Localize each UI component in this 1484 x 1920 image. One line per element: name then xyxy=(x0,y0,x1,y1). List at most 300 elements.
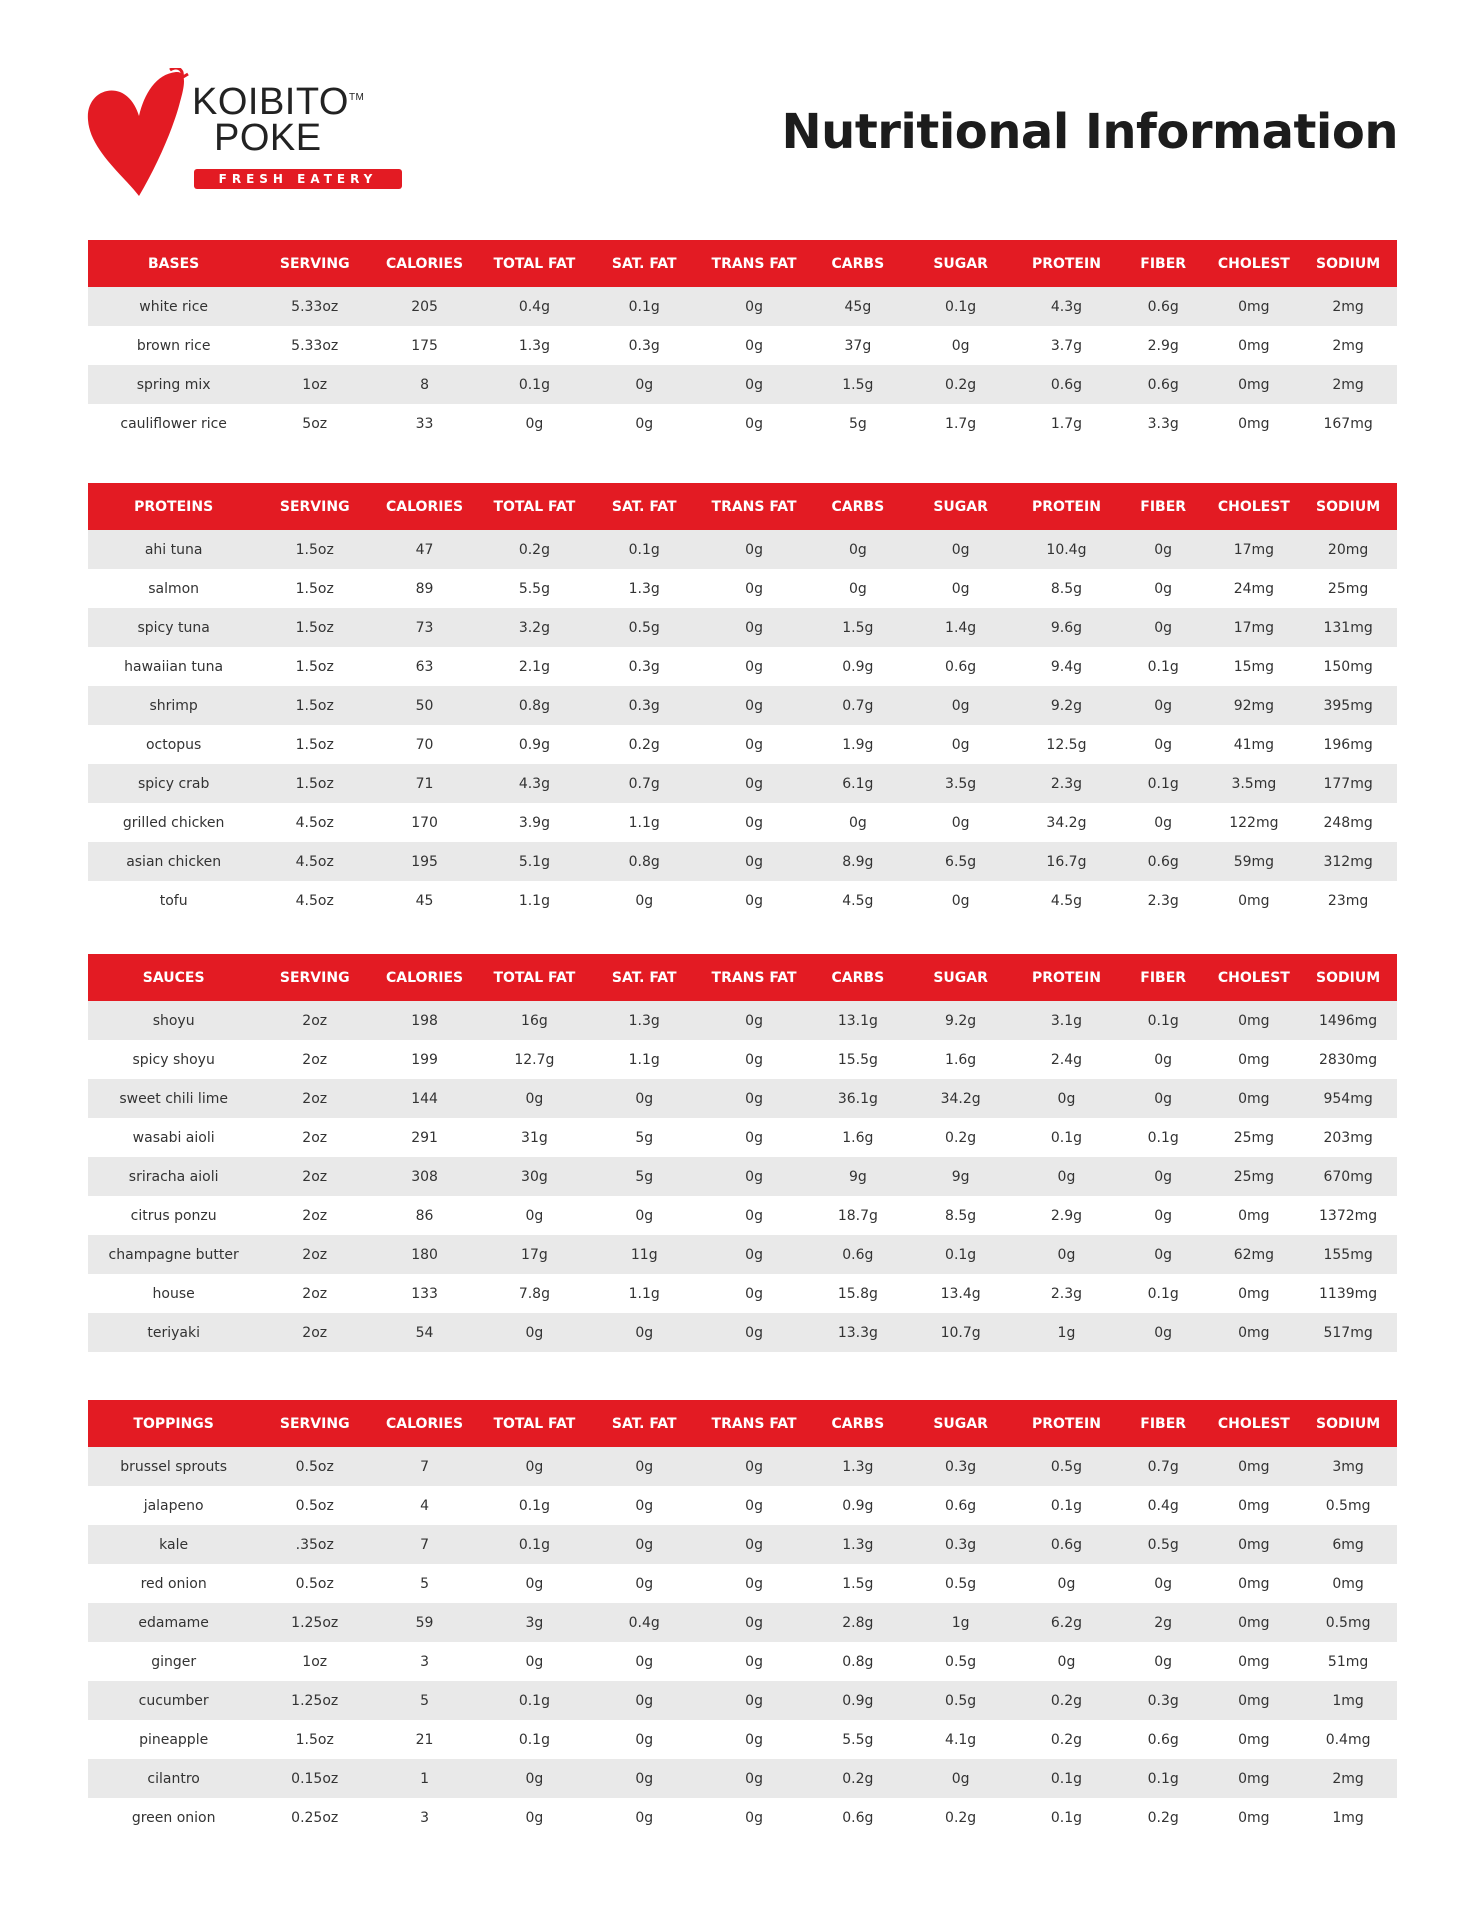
column-header: CALORIES xyxy=(370,240,479,287)
nutrient-value: 2oz xyxy=(259,1235,370,1274)
table-header-row xyxy=(88,1400,1397,1447)
nutrient-value: 0.7g xyxy=(1118,1447,1209,1486)
nutrient-value: 0g xyxy=(699,881,810,920)
item-name: brown rice xyxy=(88,326,259,365)
nutrient-value: 0g xyxy=(699,1001,810,1040)
brand-logo xyxy=(84,68,424,200)
nutrient-value: 0g xyxy=(699,1079,810,1118)
nutrient-value: 0g xyxy=(906,326,1015,365)
nutrient-value: 0.5g xyxy=(906,1642,1015,1681)
nutrient-value: 0g xyxy=(1118,686,1209,725)
nutrient-value: 12.7g xyxy=(479,1040,590,1079)
nutrient-value: 3mg xyxy=(1299,1447,1397,1486)
nutrient-value: 0g xyxy=(906,1759,1015,1798)
item-name: kale xyxy=(88,1525,259,1564)
column-header: TOTAL FAT xyxy=(479,483,590,530)
nutrient-value: 0.5g xyxy=(906,1564,1015,1603)
nutrient-value: 0.1g xyxy=(1118,647,1209,686)
nutrient-value: 2.9g xyxy=(1118,326,1209,365)
nutrient-value: 0.2g xyxy=(906,365,1015,404)
nutrient-value: 0.7g xyxy=(590,764,699,803)
column-header: TRANS FAT xyxy=(699,483,810,530)
nutrient-value: 36.1g xyxy=(809,1079,906,1118)
nutrient-value: 0.6g xyxy=(1015,365,1118,404)
nutrient-value: 45g xyxy=(809,287,906,326)
table-row xyxy=(88,1001,1397,1040)
nutrient-value: 0g xyxy=(699,326,810,365)
nutrient-value: 0g xyxy=(906,725,1015,764)
nutrient-value: 8.9g xyxy=(809,842,906,881)
nutrient-value: 0g xyxy=(479,1642,590,1681)
nutrient-value: 0g xyxy=(479,404,590,443)
column-header: CARBS xyxy=(809,954,906,1001)
nutrient-value: 5oz xyxy=(259,404,370,443)
nutrient-value: 6.1g xyxy=(809,764,906,803)
nutrient-value: 0g xyxy=(699,842,810,881)
nutrient-value: 0.9g xyxy=(809,1681,906,1720)
nutrient-value: 1.1g xyxy=(590,803,699,842)
nutrient-value: 1.9g xyxy=(809,725,906,764)
table-row xyxy=(88,1040,1397,1079)
nutrient-value: 0.1g xyxy=(590,530,699,569)
column-header: TRANS FAT xyxy=(699,240,810,287)
nutrient-value: 89 xyxy=(370,569,479,608)
nutrient-value: 86 xyxy=(370,1196,479,1235)
column-header: CARBS xyxy=(809,483,906,530)
nutrient-value: 0g xyxy=(1118,608,1209,647)
item-name: pineapple xyxy=(88,1720,259,1759)
nutrient-value: 0g xyxy=(699,569,810,608)
nutrient-value: 195 xyxy=(370,842,479,881)
nutrient-value: 5.5g xyxy=(479,569,590,608)
nutrient-value: 167mg xyxy=(1299,404,1397,443)
nutrient-value: 0.1g xyxy=(590,287,699,326)
nutrient-value: 15.8g xyxy=(809,1274,906,1313)
item-name: sriracha aioli xyxy=(88,1157,259,1196)
nutrient-value: 155mg xyxy=(1299,1235,1397,1274)
nutrient-value: 62mg xyxy=(1209,1235,1300,1274)
nutrient-value: 954mg xyxy=(1299,1079,1397,1118)
item-name: white rice xyxy=(88,287,259,326)
table-row xyxy=(88,725,1397,764)
nutrient-value: 0.7g xyxy=(809,686,906,725)
nutrient-value: 0.5mg xyxy=(1299,1486,1397,1525)
item-name: hawaiian tuna xyxy=(88,647,259,686)
nutrient-value: 0g xyxy=(479,1798,590,1837)
nutrient-value: 0mg xyxy=(1209,1486,1300,1525)
nutrient-value: 7.8g xyxy=(479,1274,590,1313)
nutrient-value: 0g xyxy=(1118,1040,1209,1079)
nutrient-value: 2oz xyxy=(259,1001,370,1040)
nutrient-value: 0g xyxy=(590,1681,699,1720)
table-row xyxy=(88,764,1397,803)
nutrient-value: 41mg xyxy=(1209,725,1300,764)
nutrient-value: 0mg xyxy=(1209,1720,1300,1759)
nutrient-value: 0g xyxy=(1118,1157,1209,1196)
nutrient-value: 0.6g xyxy=(1118,842,1209,881)
nutrient-value: 0g xyxy=(590,1196,699,1235)
item-name: spicy tuna xyxy=(88,608,259,647)
heart-icon xyxy=(84,68,194,198)
nutrient-value: 2mg xyxy=(1299,1759,1397,1798)
nutrient-value: 0.1g xyxy=(1118,1759,1209,1798)
nutrient-value: 3.9g xyxy=(479,803,590,842)
nutrient-value: 0g xyxy=(699,647,810,686)
nutrition-table-proteins xyxy=(88,483,1397,920)
nutrient-value: 0.6g xyxy=(809,1798,906,1837)
item-name: cucumber xyxy=(88,1681,259,1720)
nutrient-value: 0mg xyxy=(1209,326,1300,365)
item-name: spicy crab xyxy=(88,764,259,803)
nutrient-value: 0.1g xyxy=(479,1525,590,1564)
nutrient-value: 2oz xyxy=(259,1313,370,1352)
nutrient-value: 4.3g xyxy=(479,764,590,803)
nutrient-value: 0g xyxy=(699,725,810,764)
column-header: SAT. FAT xyxy=(590,954,699,1001)
nutrient-value: 0g xyxy=(906,881,1015,920)
item-name: ahi tuna xyxy=(88,530,259,569)
nutrient-value: 2.4g xyxy=(1015,1040,1118,1079)
nutrient-value: 0g xyxy=(590,404,699,443)
column-header: SUGAR xyxy=(906,1400,1015,1447)
nutrition-table-sauces xyxy=(88,954,1397,1352)
column-header: SUGAR xyxy=(906,483,1015,530)
nutrient-value: 0.2g xyxy=(906,1118,1015,1157)
nutrient-value: 1.5oz xyxy=(259,608,370,647)
table-row xyxy=(88,1235,1397,1274)
nutrient-value: 122mg xyxy=(1209,803,1300,842)
nutrient-value: 203mg xyxy=(1299,1118,1397,1157)
nutrient-value: 0.6g xyxy=(1015,1525,1118,1564)
nutrient-value: 8 xyxy=(370,365,479,404)
table-row xyxy=(88,1313,1397,1352)
brand-name-line1: KOIBITO xyxy=(192,81,349,123)
nutrient-value: 30g xyxy=(479,1157,590,1196)
table-row xyxy=(88,1079,1397,1118)
nutrient-value: 1.6g xyxy=(809,1118,906,1157)
nutrient-value: 15.5g xyxy=(809,1040,906,1079)
nutrient-value: 4.1g xyxy=(906,1720,1015,1759)
nutrient-value: 0.5g xyxy=(590,608,699,647)
nutrient-value: 16g xyxy=(479,1001,590,1040)
nutrient-value: 0g xyxy=(1118,725,1209,764)
nutrient-value: 1.3g xyxy=(590,569,699,608)
nutrient-value: 0g xyxy=(1118,530,1209,569)
nutrient-value: .35oz xyxy=(259,1525,370,1564)
table-row xyxy=(88,1564,1397,1603)
nutrient-value: 0mg xyxy=(1209,1642,1300,1681)
item-name: cauliflower rice xyxy=(88,404,259,443)
nutrient-value: 1.25oz xyxy=(259,1681,370,1720)
nutrient-value: 50 xyxy=(370,686,479,725)
nutrient-value: 0g xyxy=(699,1118,810,1157)
nutrient-value: 0.2g xyxy=(479,530,590,569)
table-header-row xyxy=(88,240,1397,287)
nutrient-value: 0.1g xyxy=(1118,1001,1209,1040)
nutrient-value: 0g xyxy=(1118,1079,1209,1118)
nutrient-value: 0.5g xyxy=(906,1681,1015,1720)
nutrient-value: 0mg xyxy=(1209,1681,1300,1720)
nutrient-value: 3.1g xyxy=(1015,1001,1118,1040)
nutrient-value: 0g xyxy=(479,1759,590,1798)
nutrient-value: 13.1g xyxy=(809,1001,906,1040)
column-header: SERVING xyxy=(259,483,370,530)
nutrient-value: 0g xyxy=(809,569,906,608)
nutrient-value: 0g xyxy=(699,1157,810,1196)
nutrient-value: 0g xyxy=(590,365,699,404)
item-name: shoyu xyxy=(88,1001,259,1040)
table-row xyxy=(88,1720,1397,1759)
column-header: CARBS xyxy=(809,1400,906,1447)
nutrient-value: 0.6g xyxy=(906,647,1015,686)
nutrient-value: 0g xyxy=(479,1447,590,1486)
nutrient-value: 0g xyxy=(699,1798,810,1837)
nutrient-value: 0.1g xyxy=(1118,1118,1209,1157)
nutrient-value: 0.3g xyxy=(590,647,699,686)
nutrient-value: 0.1g xyxy=(479,1720,590,1759)
nutrient-value: 45 xyxy=(370,881,479,920)
brand-tagline: FRESH EATERY xyxy=(194,169,402,189)
nutrient-value: 0.6g xyxy=(1118,1720,1209,1759)
nutrient-value: 0g xyxy=(699,530,810,569)
nutrient-value: 0.1g xyxy=(479,365,590,404)
nutrient-value: 0g xyxy=(1118,1235,1209,1274)
nutrient-value: 0.1g xyxy=(906,1235,1015,1274)
column-header: PROTEIN xyxy=(1015,240,1118,287)
nutrient-value: 2oz xyxy=(259,1274,370,1313)
table-row xyxy=(88,686,1397,725)
nutrient-value: 0g xyxy=(699,686,810,725)
nutrient-value: 2oz xyxy=(259,1157,370,1196)
nutrient-value: 0g xyxy=(906,686,1015,725)
nutrient-value: 24mg xyxy=(1209,569,1300,608)
item-name: spicy shoyu xyxy=(88,1040,259,1079)
nutrient-value: 0.8g xyxy=(809,1642,906,1681)
nutrient-value: 0.1g xyxy=(1015,1118,1118,1157)
nutrient-value: 70 xyxy=(370,725,479,764)
nutrient-value: 16.7g xyxy=(1015,842,1118,881)
nutrient-value: 2oz xyxy=(259,1118,370,1157)
nutrient-value: 59 xyxy=(370,1603,479,1642)
nutrient-value: 150mg xyxy=(1299,647,1397,686)
nutrient-value: 0.3g xyxy=(590,686,699,725)
column-header: FIBER xyxy=(1118,954,1209,1001)
nutrient-value: 0.4g xyxy=(1118,1486,1209,1525)
column-header: SERVING xyxy=(259,1400,370,1447)
nutrient-value: 0mg xyxy=(1209,1313,1300,1352)
item-name: green onion xyxy=(88,1798,259,1837)
nutrient-value: 0g xyxy=(809,803,906,842)
nutrient-value: 3g xyxy=(479,1603,590,1642)
table-row xyxy=(88,881,1397,920)
nutrient-value: 0.5g xyxy=(1015,1447,1118,1486)
item-name: champagne butter xyxy=(88,1235,259,1274)
nutrient-value: 0.2g xyxy=(1015,1720,1118,1759)
nutrient-value: 18.7g xyxy=(809,1196,906,1235)
nutrient-value: 17mg xyxy=(1209,530,1300,569)
table-row xyxy=(88,1525,1397,1564)
nutrient-value: 6.2g xyxy=(1015,1603,1118,1642)
nutrient-value: 0g xyxy=(699,608,810,647)
nutrient-value: 670mg xyxy=(1299,1157,1397,1196)
nutrient-value: 5 xyxy=(370,1564,479,1603)
nutrient-value: 0g xyxy=(590,1642,699,1681)
nutrient-value: 0g xyxy=(590,1525,699,1564)
table-row xyxy=(88,1447,1397,1486)
item-name: shrimp xyxy=(88,686,259,725)
nutrient-value: 312mg xyxy=(1299,842,1397,881)
nutrient-value: 199 xyxy=(370,1040,479,1079)
nutrient-value: 170 xyxy=(370,803,479,842)
nutrient-value: 1g xyxy=(906,1603,1015,1642)
item-name: cilantro xyxy=(88,1759,259,1798)
table-row xyxy=(88,647,1397,686)
table-row xyxy=(88,1681,1397,1720)
nutrient-value: 0.4mg xyxy=(1299,1720,1397,1759)
column-header: SERVING xyxy=(259,954,370,1001)
item-name: spring mix xyxy=(88,365,259,404)
column-header: SODIUM xyxy=(1299,1400,1397,1447)
nutrient-value: 2.3g xyxy=(1015,764,1118,803)
nutrient-value: 54 xyxy=(370,1313,479,1352)
nutrient-value: 0g xyxy=(1015,1235,1118,1274)
nutrient-value: 0g xyxy=(699,1040,810,1079)
nutrient-value: 0.1g xyxy=(1015,1759,1118,1798)
nutrient-value: 10.7g xyxy=(906,1313,1015,1352)
nutrient-value: 0.8g xyxy=(479,686,590,725)
nutrient-value: 0mg xyxy=(1209,404,1300,443)
nutrient-value: 0g xyxy=(479,1196,590,1235)
nutrient-value: 0g xyxy=(1118,1642,1209,1681)
section-title: BASES xyxy=(88,240,259,287)
nutrient-value: 2mg xyxy=(1299,326,1397,365)
nutrient-value: 0g xyxy=(479,1313,590,1352)
table-row xyxy=(88,1603,1397,1642)
nutrient-value: 0.25oz xyxy=(259,1798,370,1837)
table-row xyxy=(88,842,1397,881)
nutrient-value: 0.15oz xyxy=(259,1759,370,1798)
nutrient-value: 0g xyxy=(699,1759,810,1798)
nutrient-value: 0g xyxy=(1118,1564,1209,1603)
nutrient-value: 0g xyxy=(1015,1157,1118,1196)
table-row xyxy=(88,569,1397,608)
item-name: sweet chili lime xyxy=(88,1079,259,1118)
item-name: edamame xyxy=(88,1603,259,1642)
nutrient-value: 2oz xyxy=(259,1196,370,1235)
nutrient-value: 1.25oz xyxy=(259,1603,370,1642)
nutrient-value: 0g xyxy=(699,1313,810,1352)
table-row xyxy=(88,1118,1397,1157)
nutrient-value: 9g xyxy=(809,1157,906,1196)
nutrient-value: 0mg xyxy=(1209,1196,1300,1235)
column-header: TOTAL FAT xyxy=(479,240,590,287)
nutrient-value: 1oz xyxy=(259,365,370,404)
item-name: tofu xyxy=(88,881,259,920)
column-header: SAT. FAT xyxy=(590,240,699,287)
nutrient-value: 0g xyxy=(590,1486,699,1525)
nutrient-value: 1.5oz xyxy=(259,1720,370,1759)
table-row xyxy=(88,608,1397,647)
table-row xyxy=(88,1759,1397,1798)
nutrient-value: 5.5g xyxy=(809,1720,906,1759)
nutrient-value: 0mg xyxy=(1209,1603,1300,1642)
nutrient-value: 0.2g xyxy=(590,725,699,764)
nutrient-value: 1.7g xyxy=(906,404,1015,443)
nutrient-value: 21 xyxy=(370,1720,479,1759)
column-header: TOTAL FAT xyxy=(479,1400,590,1447)
column-header: PROTEIN xyxy=(1015,1400,1118,1447)
table-row xyxy=(88,1274,1397,1313)
column-header: SUGAR xyxy=(906,240,1015,287)
nutrient-value: 1.5g xyxy=(809,365,906,404)
item-name: grilled chicken xyxy=(88,803,259,842)
item-name: teriyaki xyxy=(88,1313,259,1352)
nutrient-value: 0g xyxy=(699,1642,810,1681)
nutrient-value: 0.4g xyxy=(590,1603,699,1642)
nutrient-value: 3.3g xyxy=(1118,404,1209,443)
table-row xyxy=(88,803,1397,842)
nutrient-value: 13.4g xyxy=(906,1274,1015,1313)
nutrient-value: 9.6g xyxy=(1015,608,1118,647)
nutrient-value: 12.5g xyxy=(1015,725,1118,764)
nutrient-value: 0g xyxy=(906,803,1015,842)
nutrient-value: 0.6g xyxy=(906,1486,1015,1525)
table-row xyxy=(88,1157,1397,1196)
nutrient-value: 0.6g xyxy=(809,1235,906,1274)
column-header: TRANS FAT xyxy=(699,1400,810,1447)
nutrient-value: 1.3g xyxy=(479,326,590,365)
nutrient-value: 0.2g xyxy=(1015,1681,1118,1720)
nutrient-value: 4.5oz xyxy=(259,842,370,881)
nutrient-value: 0mg xyxy=(1209,1274,1300,1313)
nutrient-value: 7 xyxy=(370,1525,479,1564)
nutrient-value: 20mg xyxy=(1299,530,1397,569)
nutrient-value: 5g xyxy=(590,1157,699,1196)
item-name: wasabi aioli xyxy=(88,1118,259,1157)
nutrient-value: 9.2g xyxy=(1015,686,1118,725)
table-row xyxy=(88,1486,1397,1525)
nutrient-value: 0.8g xyxy=(590,842,699,881)
nutrient-value: 31g xyxy=(479,1118,590,1157)
nutrient-value: 1.1g xyxy=(479,881,590,920)
nutrient-value: 0mg xyxy=(1209,1447,1300,1486)
item-name: citrus ponzu xyxy=(88,1196,259,1235)
nutrient-value: 5 xyxy=(370,1681,479,1720)
item-name: asian chicken xyxy=(88,842,259,881)
nutrient-value: 9.2g xyxy=(906,1001,1015,1040)
nutrient-value: 5.33oz xyxy=(259,326,370,365)
nutrient-value: 0.6g xyxy=(1118,287,1209,326)
nutrient-value: 3.7g xyxy=(1015,326,1118,365)
brand-name-line2: POKE xyxy=(214,117,322,159)
nutrient-value: 0.1g xyxy=(906,287,1015,326)
brand-wordmark xyxy=(192,81,365,159)
nutrient-value: 2mg xyxy=(1299,287,1397,326)
nutrient-value: 0g xyxy=(699,1603,810,1642)
nutrient-value: 0g xyxy=(479,1079,590,1118)
table-row xyxy=(88,404,1397,443)
column-header: PROTEIN xyxy=(1015,954,1118,1001)
column-header: CHOLEST xyxy=(1209,954,1300,1001)
nutrient-value: 23mg xyxy=(1299,881,1397,920)
nutrient-value: 1.5oz xyxy=(259,569,370,608)
nutrient-value: 8.5g xyxy=(906,1196,1015,1235)
nutrient-value: 0g xyxy=(809,530,906,569)
nutrient-value: 4.3g xyxy=(1015,287,1118,326)
nutrient-value: 0.9g xyxy=(479,725,590,764)
nutrient-value: 0g xyxy=(1118,1313,1209,1352)
nutrient-value: 0.2g xyxy=(809,1759,906,1798)
